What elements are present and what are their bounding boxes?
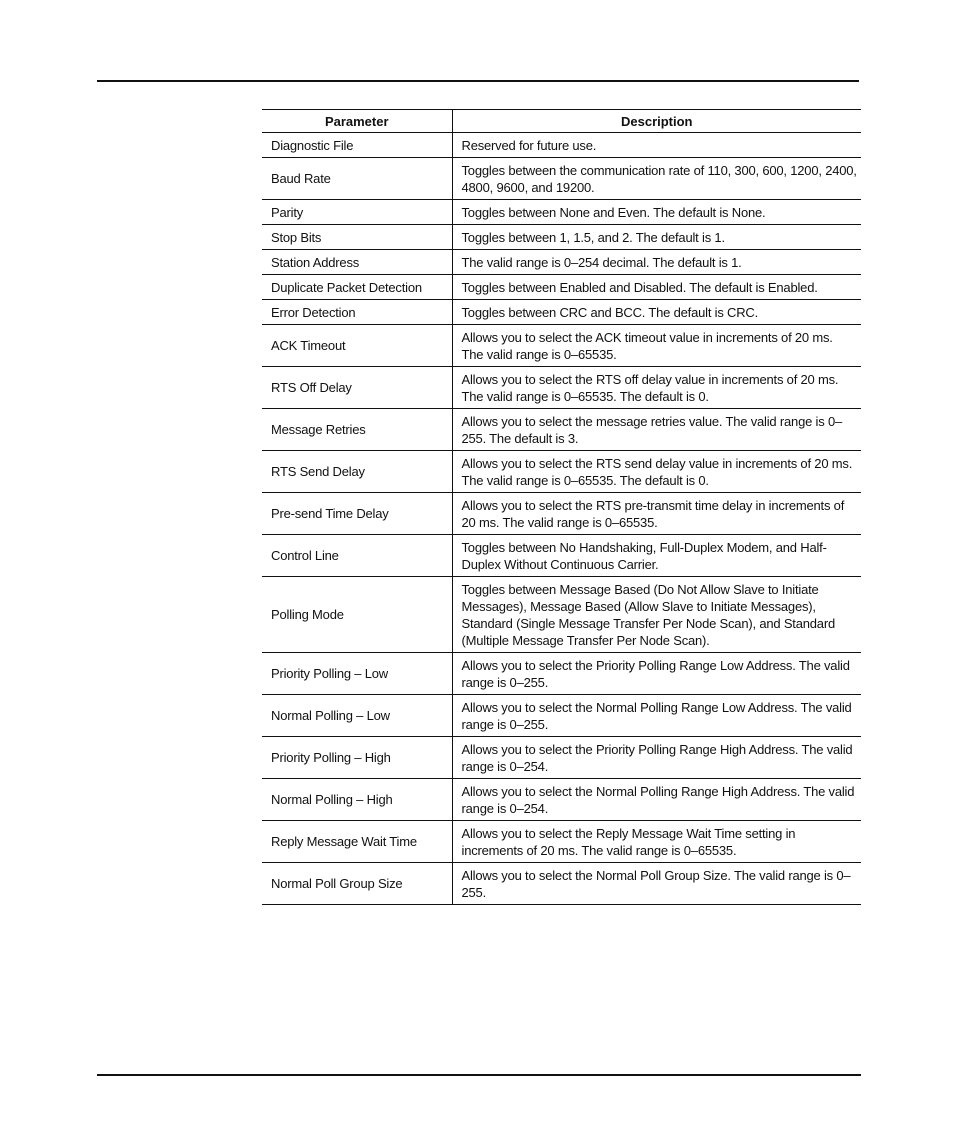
parameter-cell: Message Retries xyxy=(262,409,452,451)
parameter-cell: Error Detection xyxy=(262,300,452,325)
parameter-cell: Normal Polling – Low xyxy=(262,695,452,737)
description-cell: The valid range is 0–254 decimal. The default is 1. xyxy=(452,250,861,275)
parameter-cell: Diagnostic File xyxy=(262,133,452,158)
description-cell: Toggles between CRC and BCC. The default is CRC. xyxy=(452,300,861,325)
description-cell: Allows you to select the RTS pre-transmit time delay in increments of 20 ms. The valid range is 0–65535. xyxy=(452,493,861,535)
description-cell: Allows you to select the RTS send delay value in increments of 20 ms. The valid range is 0–65535. The default is 0. xyxy=(452,451,861,493)
parameter-cell: Parity xyxy=(262,200,452,225)
description-cell: Toggles between None and Even. The default is None. xyxy=(452,200,861,225)
table-row xyxy=(262,695,861,737)
parameter-column-header: Parameter xyxy=(262,110,452,133)
description-cell: Toggles between the communication rate of 110, 300, 600, 1200, 2400, 4800, 9600, and 19200. xyxy=(452,158,861,200)
table-row xyxy=(262,200,861,225)
table-row xyxy=(262,737,861,779)
description-cell: Allows you to select the Priority Polling Range High Address. The valid range is 0–254. xyxy=(452,737,861,779)
description-cell: Allows you to select the message retries value. The valid range is 0–255. The default is 3. xyxy=(452,409,861,451)
table-row xyxy=(262,863,861,905)
table-row xyxy=(262,779,861,821)
parameter-cell: Duplicate Packet Detection xyxy=(262,275,452,300)
parameter-cell: Reply Message Wait Time xyxy=(262,821,452,863)
header-rule xyxy=(97,80,859,82)
parameter-cell: ACK Timeout xyxy=(262,325,452,367)
table-row xyxy=(262,367,861,409)
parameter-cell: Normal Poll Group Size xyxy=(262,863,452,905)
description-cell: Allows you to select the Reply Message Wait Time setting in increments of 20 ms. The valid range is 0–65535. xyxy=(452,821,861,863)
table-row xyxy=(262,577,861,653)
description-cell: Allows you to select the Priority Polling Range Low Address. The valid range is 0–255. xyxy=(452,653,861,695)
description-cell: Allows you to select the Normal Polling Range Low Address. The valid range is 0–255. xyxy=(452,695,861,737)
description-cell: Toggles between No Handshaking, Full-Duplex Modem, and Half-Duplex Without Continuous Carrier. xyxy=(452,535,861,577)
parameter-cell: Pre-send Time Delay xyxy=(262,493,452,535)
parameter-cell: RTS Off Delay xyxy=(262,367,452,409)
description-cell: Allows you to select the Normal Poll Group Size. The valid range is 0–255. xyxy=(452,863,861,905)
parameter-cell: Priority Polling – Low xyxy=(262,653,452,695)
parameter-table xyxy=(262,109,861,905)
parameter-cell: Control Line xyxy=(262,535,452,577)
parameter-cell: Polling Mode xyxy=(262,577,452,653)
parameter-cell: Station Address xyxy=(262,250,452,275)
table-row xyxy=(262,451,861,493)
description-cell: Allows you to select the RTS off delay value in increments of 20 ms. The valid range is 0–65535. The default is 0. xyxy=(452,367,861,409)
table-row xyxy=(262,493,861,535)
table-row xyxy=(262,409,861,451)
parameter-cell: Stop Bits xyxy=(262,225,452,250)
description-column-header: Description xyxy=(452,110,861,133)
table-header-row xyxy=(262,110,861,133)
table-row xyxy=(262,325,861,367)
parameter-cell: Baud Rate xyxy=(262,158,452,200)
description-cell: Reserved for future use. xyxy=(452,133,861,158)
table-row xyxy=(262,653,861,695)
table-row xyxy=(262,225,861,250)
parameter-cell: RTS Send Delay xyxy=(262,451,452,493)
table-row xyxy=(262,535,861,577)
description-cell: Allows you to select the Normal Polling Range High Address. The valid range is 0–254. xyxy=(452,779,861,821)
table-row xyxy=(262,250,861,275)
footer-rule xyxy=(97,1074,861,1076)
description-cell: Toggles between Enabled and Disabled. The default is Enabled. xyxy=(452,275,861,300)
table-row xyxy=(262,158,861,200)
parameter-cell: Normal Polling – High xyxy=(262,779,452,821)
table-row xyxy=(262,300,861,325)
table-row xyxy=(262,275,861,300)
description-cell: Toggles between Message Based (Do Not Allow Slave to Initiate Messages), Message Based (Allow Slave to Initiate Messages), Standard (Single Message Transfer Per Node Scan), and Standard (Multiple Message Transfer Per Node Scan). xyxy=(452,577,861,653)
description-cell: Toggles between 1, 1.5, and 2. The default is 1. xyxy=(452,225,861,250)
table-row xyxy=(262,133,861,158)
table-row xyxy=(262,821,861,863)
description-cell: Allows you to select the ACK timeout value in increments of 20 ms. The valid range is 0–65535. xyxy=(452,325,861,367)
parameter-cell: Priority Polling – High xyxy=(262,737,452,779)
